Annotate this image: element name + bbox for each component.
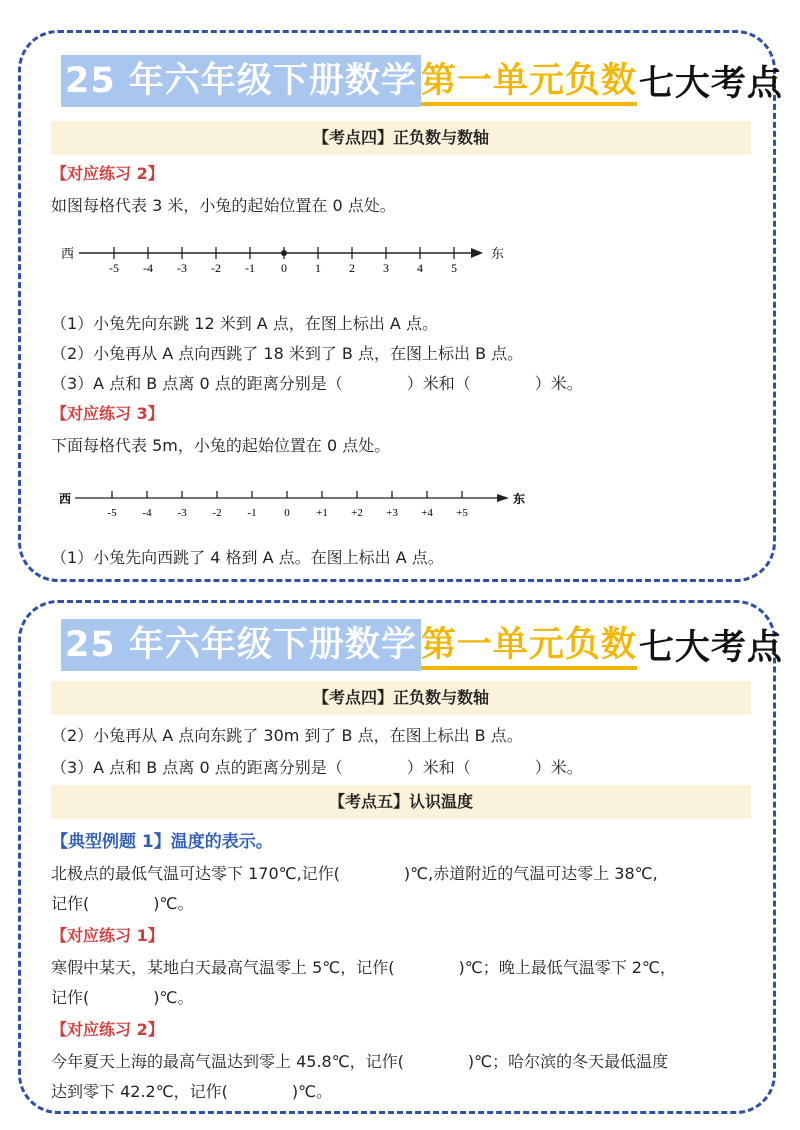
exercise-tag: 【对应练习 3】: [51, 404, 164, 423]
question-3: （3）A 点和 B 点离 0 点的距离分别是（ ）米和（ ）米。: [51, 374, 583, 393]
tick-label: -1: [247, 507, 257, 519]
west-label: 西: [59, 492, 72, 506]
exercise-intro: 下面每格代表 5m，小兔的起始位置在 0 点处。: [51, 436, 391, 455]
question-1: （1）小兔先向东跳 12 米到 A 点，在图上标出 A 点。: [51, 314, 438, 333]
tick-label: 1: [315, 261, 321, 275]
section-bar: 【考点四】正负数与数轴: [51, 681, 751, 715]
tick-label: 5: [451, 261, 457, 275]
example-line-2: 记作( )℃。: [51, 894, 194, 913]
exercise2-line-2: 达到零下 42.2℃，记作( )℃。: [51, 1082, 333, 1101]
tick-label: +5: [456, 507, 468, 519]
tick-label: -4: [143, 261, 153, 275]
exercise-tag: 【对应练习 1】: [51, 926, 164, 945]
tick-label: 0: [281, 261, 287, 275]
tick-label: -3: [177, 261, 187, 275]
title-yellow-part: 第一单元负数: [421, 620, 637, 670]
tick-label: -2: [212, 507, 222, 519]
tick-label: -5: [109, 261, 119, 275]
west-label: 西: [61, 246, 75, 261]
east-label: 东: [491, 246, 505, 261]
title-blue-part: 25 年六年级下册数学: [61, 55, 421, 107]
exercise2-line-1: 今年夏天上海的最高气温达到零上 45.8℃，记作( )℃；哈尔滨的冬天最低温度: [51, 1052, 669, 1071]
tick-label: 2: [349, 261, 355, 275]
tick-label: +2: [351, 507, 363, 519]
exercise1-line-1: 寒假中某天，某地白天最高气温零上 5℃，记作( )℃；晚上最低气温零下 2℃，: [51, 958, 676, 977]
question-4: （1）小兔先向西跳了 4 格到 A 点。在图上标出 A 点。: [51, 548, 444, 567]
title-black-part: 七大考点: [638, 64, 783, 104]
worksheet-card-2: [18, 600, 783, 1114]
question-2: （2）小兔再从 A 点向西跳了 18 米到了 B 点，在图上标出 B 点。: [51, 344, 524, 363]
question-2b: （2）小兔再从 A 点向东跳了 30m 到了 B 点，在图上标出 B 点。: [51, 726, 523, 745]
axis-arrow: [471, 248, 483, 258]
title-yellow-part: 第一单元负数: [421, 56, 637, 106]
tick-label: -4: [142, 507, 152, 519]
section-bar-temperature: 【考点五】认识温度: [51, 785, 751, 819]
tick-label: 3: [383, 261, 389, 275]
tick-label: -2: [211, 261, 221, 275]
exercise-tag: 【对应练习 2】: [51, 164, 164, 183]
east-label: 东: [513, 492, 526, 506]
example-tag: 【典型例题 1】温度的表示。: [51, 832, 273, 852]
question-3b: （3）A 点和 B 点离 0 点的距离分别是（ ）米和（ ）米。: [51, 758, 583, 777]
title-black-part: 七大考点: [638, 628, 783, 668]
exercise-intro: 如图每格代表 3 米，小兔的起始位置在 0 点处。: [51, 196, 396, 215]
exercise1-line-2: 记作( )℃。: [51, 988, 194, 1007]
tick-label: -1: [245, 261, 255, 275]
number-line-2: [51, 483, 531, 527]
tick-label: 0: [284, 507, 290, 519]
tick-label: +4: [421, 507, 433, 519]
axis-arrow: [497, 494, 509, 502]
page-title: [61, 619, 783, 671]
title-blue-part: 25 年六年级下册数学: [61, 619, 421, 671]
page-title: [61, 55, 783, 107]
section-bar: 【考点四】正负数与数轴: [51, 121, 751, 155]
worksheet-card-1: [18, 30, 783, 582]
tick-label: -3: [177, 507, 187, 519]
tick-label: 4: [417, 261, 423, 275]
tick-label: +1: [316, 507, 328, 519]
tick-label: +3: [386, 507, 398, 519]
origin-dot: [281, 250, 287, 256]
example-line-1: 北极点的最低气温可达零下 170℃,记作( )℃,赤道附近的气温可达零上 38℃,: [51, 864, 658, 883]
exercise-tag: 【对应练习 2】: [51, 1020, 164, 1039]
number-line-1: [51, 233, 511, 277]
tick-label: -5: [107, 507, 117, 519]
